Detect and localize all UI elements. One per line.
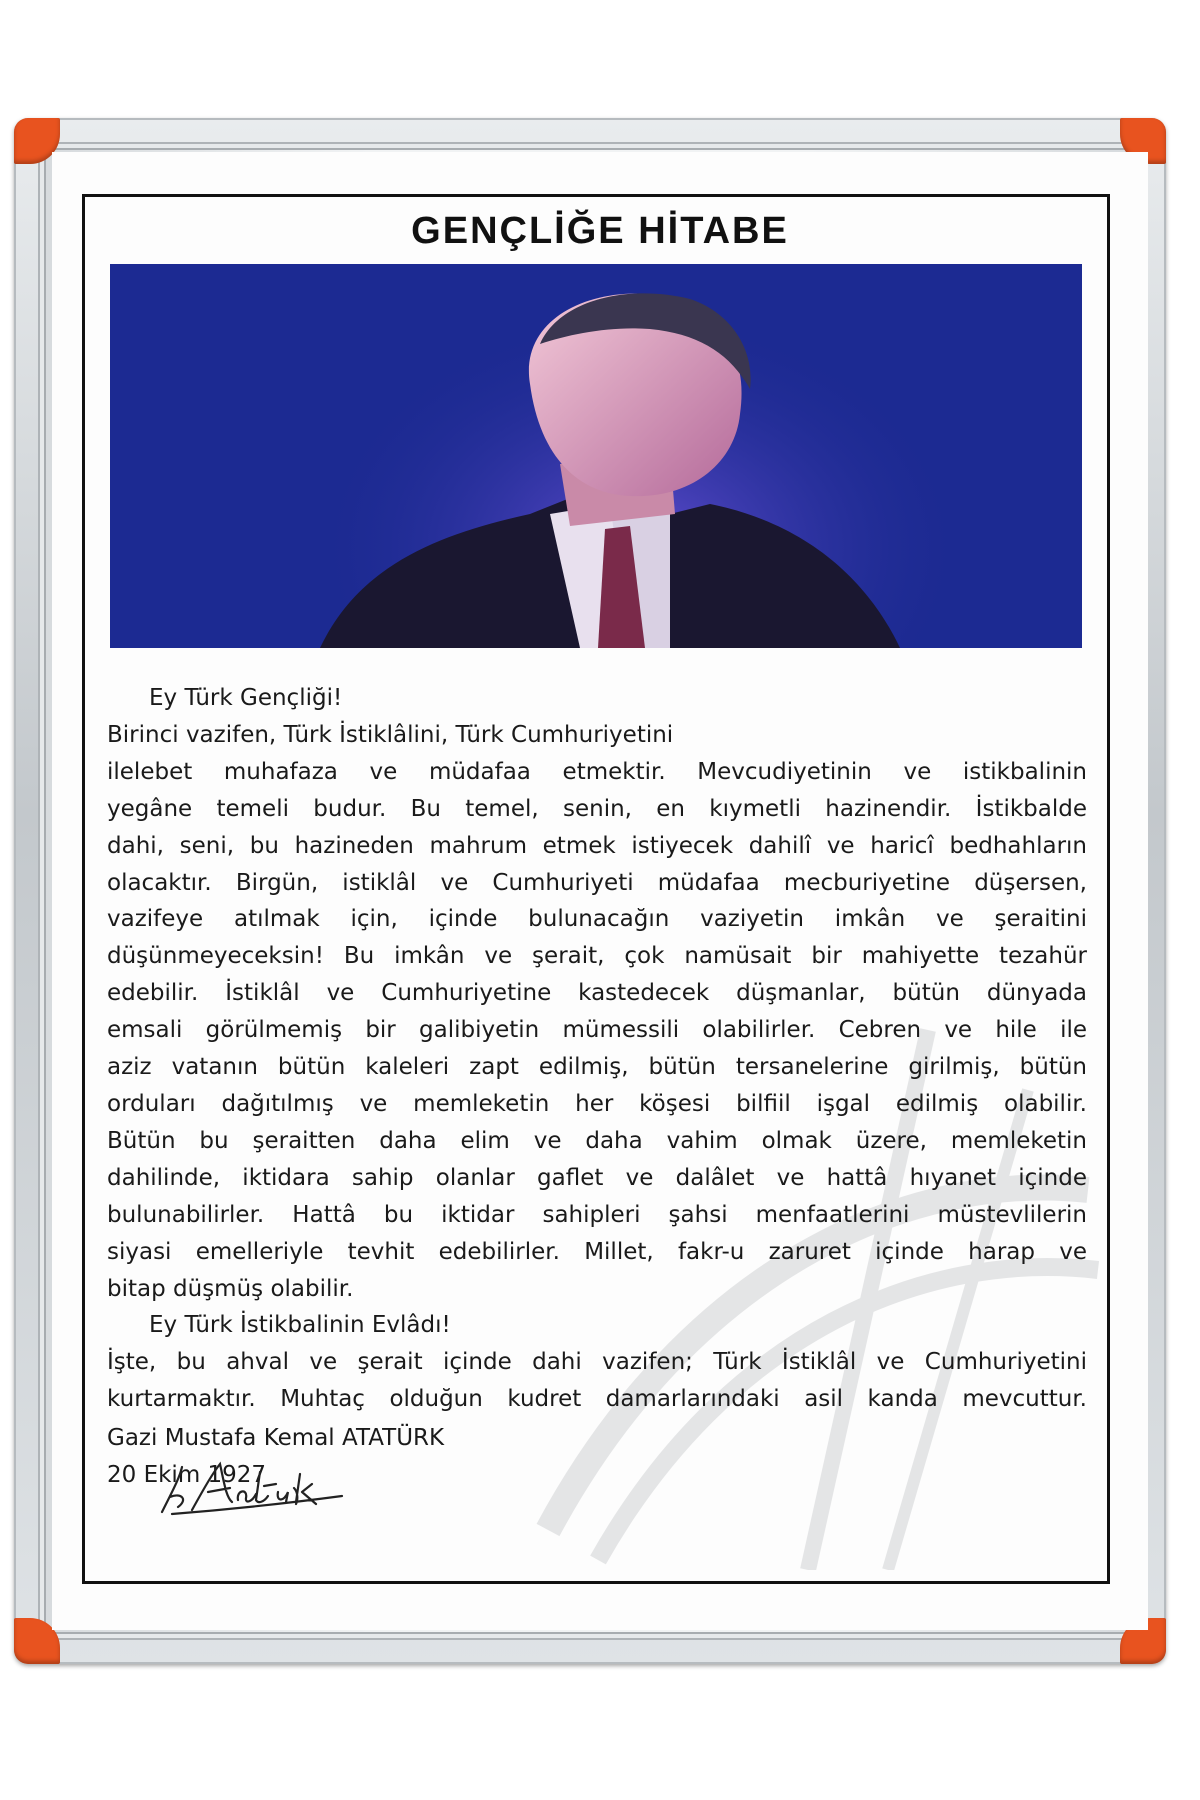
speech-line: dahi, seni, bu hazineden mahrum etmek istiyecek dahilî ve haricî bedhahların (107, 832, 1087, 859)
poster-paper (52, 152, 1148, 1630)
speech-line: kurtarmaktır. Muhtaç olduğun kudret damarlarındaki asil kanda mevcuttur. (107, 1386, 1087, 1413)
ataturk-portrait-image (110, 264, 1082, 648)
speech-line: Birinci vazifen, Türk İstiklâlini, Türk Cumhuriyetini (107, 721, 674, 748)
speech-line: orduları dağıtılmış ve memleketin her köşesi bilfiil işgal edilmiş olabilir. (107, 1090, 1087, 1117)
speech-line: vazifeye atılmak için, içinde bulunacağın vaziyetin imkân ve şeraitini (107, 906, 1087, 933)
speech-line: aziz vatanın bütün kaleleri zapt edilmiş, bütün tersanelerine girilmiş, bütün (107, 1054, 1087, 1081)
speech-line: İşte, bu ahval ve şerait içinde dahi vazifen; Türk İstiklâl ve Cumhuriyetini (107, 1349, 1087, 1376)
speech-line: yegâne temeli budur. Bu temel, senin, en kıymetli hazinendir. İstikbalde (107, 795, 1087, 822)
ataturk-signature (152, 1452, 352, 1522)
speech-line: emsali görülmemiş bir galibiyetin mümessili olabilirler. Cebren ve hile ile (107, 1017, 1087, 1044)
speech-paragraph-3 (107, 1307, 1087, 1344)
speech-line: bulunabilirler. Hattâ bu iktidar sahipleri şahsi menfaatlerini müstevlilerin (107, 1201, 1087, 1228)
speech-text (107, 680, 1087, 1494)
speech-line: Bütün bu şeraitten daha elim ve daha vahim olmak üzere, memleketin (107, 1127, 1087, 1154)
poster-title: GENÇLİĞE HİTABE (411, 210, 789, 252)
speech-line: Ey Türk İstikbalinin Evlâdı! (149, 1312, 451, 1339)
speech-line: Ey Türk Gençliği! (149, 685, 343, 711)
speech-line: dahilinde, iktidara sahip olanlar gaflet ve dalâlet ve hattâ hıyanet içinde (107, 1164, 1087, 1191)
speech-line: edebilir. İstiklâl ve Cumhuriyetine kastedecek düşmanlar, bütün dünyada (107, 980, 1087, 1007)
speech-line: bitap düşmüş olabilir. (107, 1275, 354, 1302)
speech-paragraph-2 (107, 717, 1087, 1308)
speech-line: siyasi emelleriyle tevhit edebilirler. Millet, fakr-u zaruret içinde harap ve (107, 1238, 1087, 1265)
speech-line: olacaktır. Birgün, istiklâl ve Cumhuriyeti müdafaa mecburiyetine düşersen, (107, 869, 1087, 896)
speech-line: ilelebet muhafaza ve müdafaa etmektir. Mevcudiyetinin ve istikbalinin (107, 758, 1087, 785)
author-name: Gazi Mustafa Kemal ATATÜRK (107, 1425, 445, 1452)
speech-date: 20 Ekim 1927 (107, 1462, 267, 1489)
speech-line: düşünmeyeceksin! Bu imkân ve şerait, çok namüsait bir mahiyette tezahür (107, 943, 1087, 970)
speech-paragraph-4 (107, 1344, 1087, 1418)
portrait-illustration (110, 264, 1082, 648)
speech-paragraph-1 (107, 680, 1087, 717)
